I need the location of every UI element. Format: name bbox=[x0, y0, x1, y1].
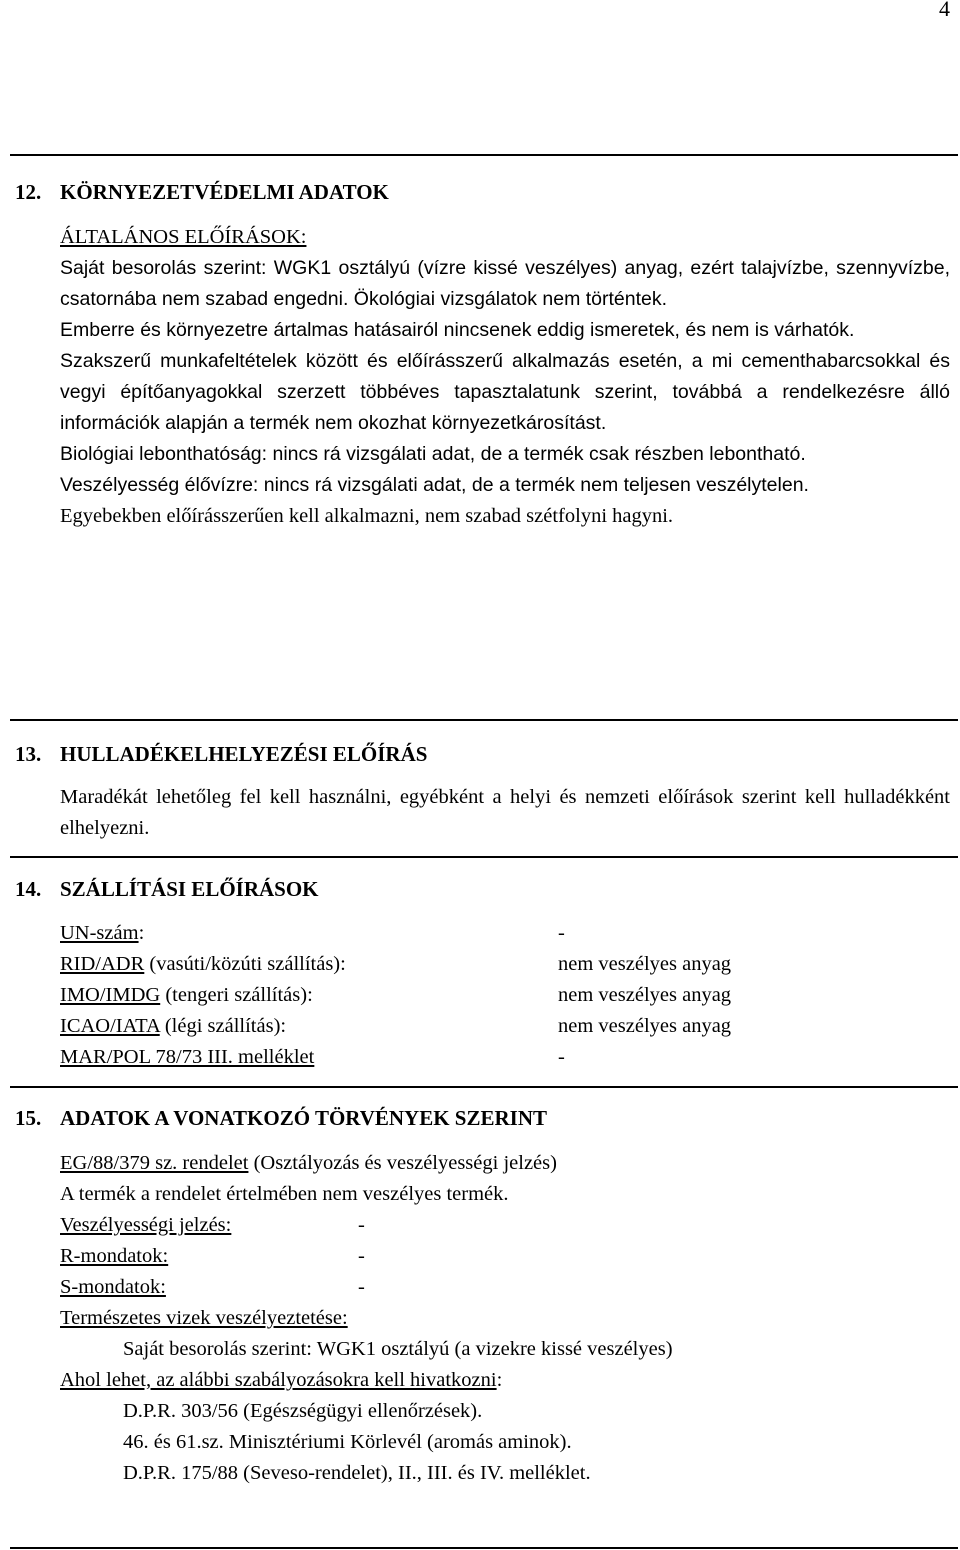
reference-item: D.P.R. 303/56 (Egészségügyi ellenőrzések). bbox=[123, 1400, 483, 1422]
s12-paragraph-1: Saját besorolás szerint: WGK1 osztályú (vízre kissé veszélyes) anyag, ezért talajvízbe, szennyvízbe, csatornába nem szabad engedni. Ökológiai vizsgálatok nem történtek. bbox=[60, 257, 950, 310]
regulation-desc: (Osztályozás és veszélyességi jelzés) bbox=[248, 1152, 557, 1174]
regulation-note: A termék a rendelet értelmében nem veszélyes termék. bbox=[60, 1183, 509, 1205]
divider bbox=[10, 1547, 958, 1549]
s12-paragraph-2: Emberre és környezetre ártalmas hatásairól nincsenek eddig ismeretek, és nem is várhatók. bbox=[60, 319, 855, 341]
transport-table bbox=[60, 918, 950, 1073]
transport-label-rest: (tengeri szállítás): bbox=[160, 984, 313, 1006]
transport-row bbox=[60, 1042, 950, 1073]
transport-label: MAR/POL 78/73 III. melléklet bbox=[60, 1046, 315, 1068]
transport-row bbox=[60, 980, 950, 1011]
section-13-title: HULLADÉKELHELYEZÉSI ELŐÍRÁS bbox=[60, 742, 428, 766]
section-13-number: 13. bbox=[15, 742, 42, 766]
transport-row bbox=[60, 918, 950, 949]
transport-label: ICAO/IATA bbox=[60, 1015, 160, 1037]
r-phrases-label: R-mondatok: bbox=[60, 1245, 169, 1267]
section-13-body bbox=[60, 782, 950, 844]
warning-sign-row bbox=[60, 1210, 950, 1241]
transport-value: nem veszélyes anyag bbox=[558, 1015, 732, 1037]
regulation-line bbox=[60, 1148, 950, 1179]
s-phrases-row bbox=[60, 1272, 950, 1303]
transport-label-rest: : bbox=[138, 922, 145, 944]
r-phrases-row bbox=[60, 1241, 950, 1272]
divider bbox=[10, 856, 958, 858]
transport-value: - bbox=[558, 1046, 565, 1068]
divider bbox=[10, 154, 958, 156]
section-14-title: SZÁLLÍTÁSI ELŐÍRÁSOK bbox=[60, 877, 319, 901]
transport-label-rest: (légi szállítás): bbox=[159, 1015, 287, 1037]
general-rules-subheading: ÁLTALÁNOS ELŐÍRÁSOK: bbox=[60, 226, 307, 248]
section-12-heading bbox=[15, 177, 389, 207]
section-14-number: 14. bbox=[15, 877, 42, 901]
water-hazard-label: Természetes vizek veszélyeztetése: bbox=[60, 1307, 348, 1329]
transport-row bbox=[60, 1011, 950, 1042]
transport-value: - bbox=[558, 922, 565, 944]
references-label: Ahol lehet, az alábbi szabályozásokra kell hivatkozni bbox=[60, 1369, 497, 1391]
water-hazard-value: Saját besorolás szerint: WGK1 osztályú (a vizekre kissé veszélyes) bbox=[123, 1338, 673, 1360]
s13-paragraph-1: Maradékát lehetőleg fel kell használni, egyébként a helyi és nemzeti előírások szerint kell hulladékként elhelyezni. bbox=[60, 786, 950, 839]
r-phrases-value: - bbox=[358, 1245, 365, 1267]
references-heading bbox=[60, 1365, 950, 1396]
section-15-title: ADATOK A VONATKOZÓ TÖRVÉNYEK SZERINT bbox=[60, 1106, 548, 1130]
transport-value: nem veszélyes anyag bbox=[558, 984, 732, 1006]
transport-label: UN-szám bbox=[60, 922, 139, 944]
transport-label-rest: (vasúti/közúti szállítás): bbox=[144, 953, 346, 975]
s12-paragraph-5: Veszélyesség élővízre: nincs rá vizsgálati adat, de a termék nem teljesen veszélytelen. bbox=[60, 474, 809, 496]
warning-sign-value: - bbox=[358, 1214, 365, 1236]
transport-label: RID/ADR bbox=[60, 953, 145, 975]
section-12-body bbox=[60, 222, 950, 532]
s12-paragraph-3: Szakszerű munkafeltételek között és előírásszerű alkalmazás esetén, a mi cementhabarcsokkal és vegyi építőanyagokkal szerzett többéves tapasztalatunk szerint, továbbá a rendelkezésre álló információk alapján a termék nem okozhat környezetkárosítást. bbox=[60, 350, 950, 434]
s12-paragraph-6: Egyebekben előírásszerűen kell alkalmazni, nem szabad szétfolyni hagyni. bbox=[60, 505, 674, 527]
reference-item: 46. és 61.sz. Minisztériumi Körlevél (aromás aminok). bbox=[123, 1431, 572, 1453]
divider bbox=[10, 719, 958, 721]
s12-paragraph-4: Biológiai lebonthatóság: nincs rá vizsgálati adat, de a termék csak részben lebontható. bbox=[60, 443, 806, 465]
s-phrases-label: S-mondatok: bbox=[60, 1276, 166, 1298]
transport-row bbox=[60, 949, 950, 980]
references-colon: : bbox=[496, 1369, 503, 1391]
section-14-heading bbox=[15, 874, 319, 904]
section-13-heading bbox=[15, 739, 427, 769]
reference-item: D.P.R. 175/88 (Seveso-rendelet), II., III. és IV. melléklet. bbox=[123, 1462, 591, 1484]
divider bbox=[10, 1086, 958, 1088]
regulation-ref: EG/88/379 sz. rendelet bbox=[60, 1152, 249, 1174]
section-12-title: KÖRNYEZETVÉDELMI ADATOK bbox=[60, 180, 389, 204]
section-12-number: 12. bbox=[15, 180, 42, 204]
page-number: 4 bbox=[939, 0, 950, 21]
section-15-body bbox=[60, 1148, 950, 1489]
transport-value: nem veszélyes anyag bbox=[558, 953, 732, 975]
section-15-number: 15. bbox=[15, 1106, 42, 1130]
warning-sign-label: Veszélyességi jelzés: bbox=[60, 1214, 232, 1236]
s-phrases-value: - bbox=[358, 1276, 365, 1298]
transport-label: IMO/IMDG bbox=[60, 984, 161, 1006]
section-15-heading bbox=[15, 1103, 547, 1133]
